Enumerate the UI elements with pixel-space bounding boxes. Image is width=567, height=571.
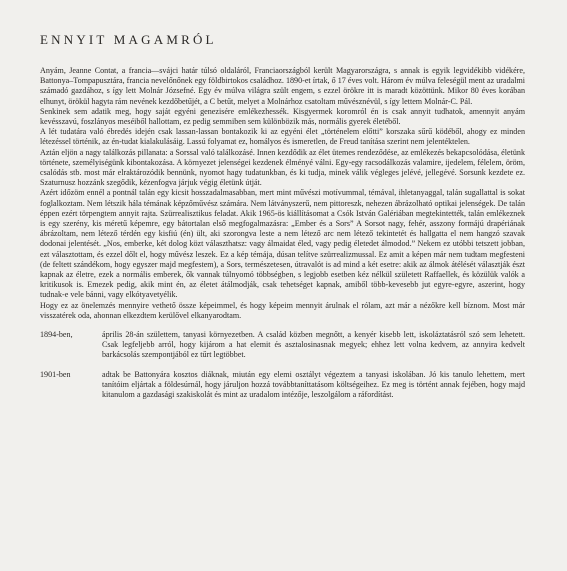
paragraph: Azért időzöm ennél a pontnál talán egy kicsit hosszadalmasabban, mert mint művészi motívummal, témával, ihletanyaggal, talán sugallattal is sokat foglalkoztam. Nem létszik hála témának képzőművész számára. Nem látványszerű, nem pittoreszk, nehezen ábrázolható optikai jelenségek. De talán éppen ezért törpengtem annyit rajta. Szürrealisztikus feladat. Akik 1965-ös kiállításomat a Csók István Galériában megtekintették, talán emlékeznek is egy szerény, kis méretű képemre, egy bátortalan első megfogalmazásra: „Ember és a Sors” A Sorsot nagy, fehér, asszony formájú drapériának ábrázoltam, nem létező térdén egy kisfiú (én) ült, aki szorongva leste a nem létező arc nem létező tekintetét és hallgatta el nem hangzó szavak dodonai jelentését. „Nos, emberke, két dolog közt választhatsz: vagy álmaidat éled, vagy pedig életedet álmodod.” Nekem ez utóbbi tetszett jobban, ezt választottam, és ezzel dőlt el, hogy művész leszek. Ez a kép témája, dúsan telítve szürrealizmussal. Ez amit a képen már nem tudtam megfesteni (de feltett szándékom, hogy egyszer majd megfestem), a Sors, természetesen, útravalót is ad mind a két esetre: akik az álmok átélését választják észt kapnak az életre, ezek a normális emberek, ők vannak túlnyomó többségben, s legjobb esetben kéz nélkül született Raffaellek, és közülük valók a kritikusok is. Emezek pedig, akik mint én, az életet átálmodják, csak tehetséget kapnak, amiből több-kevesebb jut egyre-egyre, aszerint, hogy tudnak-e vele bánni, vagy elkótyavetyélik. xyxy=(40,188,525,300)
chronology-text: adtak be Battonyára kosztos diáknak, miután egy elemi osztályt végeztem a tanyasi iskolában. Jó kis tanulo lehettem, mert tanítóim eljártak a földesúrnál, hogy járuljon hozzá továbbtaníttatásom költségeihez. Ez meg is történt annak fejében, hogy majd kitanulom a gazdasági szakiskolát és mint az uradalom intézője, leszolgálom a ráfordítást. xyxy=(102,369,525,400)
paragraph: Hogy ez az önelemzés mennyire vethető össze képeimmel, és hogy képeim mennyit árulnak el rólam, azt már a nézőkre kell bíznom. Most már visszatérek oda, ahonnan elkezdtem kerülővel elkanyarodtam. xyxy=(40,300,525,320)
body-text xyxy=(40,66,525,321)
chronology-entry xyxy=(40,370,525,401)
chronology-text: április 28-án születtem, tanyasi környezetben. A család közben megnőtt, a kenyér kisebb lett, iskoláztatásról szó sem lehetett. Csak legfeljebb arról, hogy kijárom a hat elemit és asztalosinasnak megyek; ehhez lett volna kedvem, az annyira kedvelt barkácsolás szempontjából ez tűrt legtöbbet. xyxy=(102,330,525,360)
paragraph: Aztán eljön a nagy találkozás pillanata: a Sorssal való találkozásé. Innen kezdődik az élet ütemes rendeződése, az emlékezés bekapcsolódása, életünk története, személyiségünk kibontakozása. A környezet jelenségei kezdenek élményé válni. Egy-egy racsodálkozás valamire, ijedelem, félelem, öröm, csalódás stb. most már elraktározódik bennünk, nyomot hagy tudatunkban, és ki tudja, minek válik végleges jelévé, jellegévé. Sorsunk kezdete ez. Szaturnusz hozzánk szegődik, kézenfogva járjuk végig életünk útját. xyxy=(40,147,525,188)
chronology xyxy=(40,330,525,400)
chronology-entry xyxy=(40,330,525,361)
paragraph: A lét tudatára való ébredés idején csak lassan-lassan bontakozik ki az egyéni élet „történelem előtti” korszaka sűrű ködéből, ahogy ez minden létezéssel történik, az én-tudat kialakulásáig. Lassú folyamat ez, homályos és ismeretlen, de Freud tanítása szerint nem jelentéktelen. xyxy=(40,127,525,147)
paragraph: Anyám, Jeanne Contat, a francia—svájci határ túlsó oldaláról, Franciaországból került Magyarországra, s annak is egyik legvidékibb vidékére, Battonya–Tompapusztára, francia nevelőnőnek egy földbirtokos családhoz. 1890-et írtak, ő 17 éves volt. Három év múlva feleségül ment az uradalmi számadó gazdához, s így lett Molnár Józsefné. Egy év múlva világra szült engem, s ezzel örökre itt is maradt közöttünk. Mikor 80 éves korában elhunyt, örökül hagyta rám nevének kezdőbetűjét, a C betűt, melyet a Molnárhoz csatoltam művésznévül, s így lettem Molnár-C. Pál. xyxy=(40,66,525,106)
chronology-year: 1901-ben xyxy=(40,369,71,379)
page-title: ENNYIT MAGAMRÓL xyxy=(40,32,217,47)
chronology-year: 1894-ben, xyxy=(40,330,73,340)
paragraph: Senkinek sem adatik meg, hogy saját egyéni genezisére emlékezhessék. Kisgyermek koromról én is csak annyit tudhatok, amennyit anyám kevésszavú, foszlányos meséiből hallottam, ez pedig semmiben sem különbözik más, normális gyerek életéből. xyxy=(40,106,525,127)
